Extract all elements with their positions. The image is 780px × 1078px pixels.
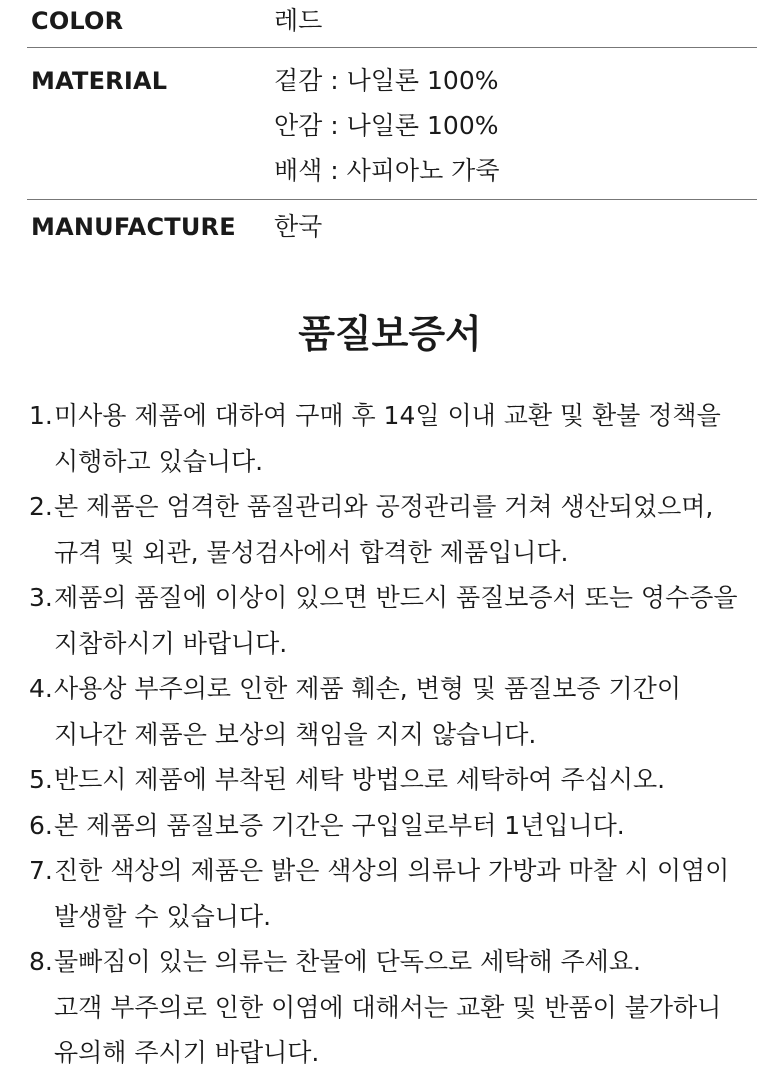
spec-label-manufacture: MANUFACTURE bbox=[31, 213, 236, 241]
warranty-item-number: 1. bbox=[29, 401, 53, 430]
warranty-item-7 bbox=[29, 848, 764, 939]
warranty-item-text: 반드시 제품에 부착된 세탁 방법으로 세탁하여 주십시오. bbox=[54, 765, 666, 794]
warranty-item-5 bbox=[29, 757, 764, 803]
spec-value-line: 한국 bbox=[274, 212, 323, 241]
warranty-item-text: 발생할 수 있습니다. bbox=[54, 901, 272, 931]
warranty-item-3 bbox=[29, 575, 764, 666]
warranty-item-6 bbox=[29, 803, 764, 849]
warranty-item-number: 4. bbox=[29, 674, 53, 703]
warranty-item-number: 3. bbox=[29, 583, 53, 612]
warranty-item-text: 제품의 품질에 이상이 있으면 반드시 품질보증서 또는 영수증을 bbox=[54, 583, 738, 612]
warranty-item-8 bbox=[29, 939, 764, 1076]
warranty-item-2 bbox=[29, 484, 764, 575]
warranty-item-number: 7. bbox=[29, 856, 53, 885]
spec-row-color bbox=[27, 0, 757, 48]
warranty-item-number: 6. bbox=[29, 810, 53, 840]
spec-row-material bbox=[27, 48, 757, 200]
product-spec-table bbox=[27, 0, 757, 255]
spec-value-color bbox=[274, 0, 757, 47]
spec-label-color: COLOR bbox=[31, 7, 124, 35]
warranty-item-text: 물빠짐이 있는 의류는 찬물에 단독으로 세탁해 주세요. bbox=[54, 947, 641, 976]
spec-value-outer-fabric: 겉감 : 나일론 100% bbox=[274, 66, 499, 95]
warranty-item-text: 본 제품은 엄격한 품질관리와 공정관리를 거쳐 생산되었으며, bbox=[54, 492, 714, 521]
warranty-item-number: 8. bbox=[29, 947, 53, 976]
warranty-item-text: 미사용 제품에 대하여 구매 후 14일 이내 교환 및 환불 정책을 bbox=[54, 401, 721, 430]
warranty-item-text: 본 제품의 품질보증 기간은 구입일로부터 1년입니다. bbox=[54, 810, 625, 840]
warranty-item-text: 지참하시기 바랍니다. bbox=[54, 628, 288, 658]
warranty-item-text: 고객 부주의로 인한 이염에 대해서는 교환 및 반품이 불가하니 bbox=[54, 992, 722, 1022]
spec-value-material bbox=[274, 48, 757, 199]
spec-value-trim: 배색 : 사피아노 가죽 bbox=[274, 156, 500, 185]
spec-value-manufacture bbox=[274, 200, 757, 255]
warranty-item-1 bbox=[29, 393, 764, 484]
spec-row-manufacture bbox=[27, 200, 757, 255]
warranty-item-number: 2. bbox=[29, 492, 53, 521]
warranty-item-text: 진한 색상의 제품은 밝은 색상의 의류나 가방과 마찰 시 이염이 bbox=[54, 856, 730, 885]
warranty-item-text: 시행하고 있습니다. bbox=[54, 446, 264, 476]
warranty-item-text: 유의해 주시기 바랍니다. bbox=[54, 1038, 320, 1067]
spec-label-material: MATERIAL bbox=[31, 67, 168, 95]
warranty-title: 품질보증서 bbox=[298, 312, 482, 356]
warranty-item-4 bbox=[29, 666, 764, 757]
warranty-item-text: 지나간 제품은 보상의 책임을 지지 않습니다. bbox=[54, 719, 537, 749]
warranty-item-text: 사용상 부주의로 인한 제품 훼손, 변형 및 품질보증 기간이 bbox=[54, 674, 681, 703]
spec-value-lining: 안감 : 나일론 100% bbox=[274, 111, 499, 140]
warranty-item-number: 5. bbox=[29, 765, 53, 794]
warranty-list bbox=[29, 393, 764, 1076]
spec-value-line: 레드 bbox=[274, 6, 323, 35]
warranty-item-text: 규격 및 외관, 물성검사에서 합격한 제품입니다. bbox=[54, 537, 569, 567]
